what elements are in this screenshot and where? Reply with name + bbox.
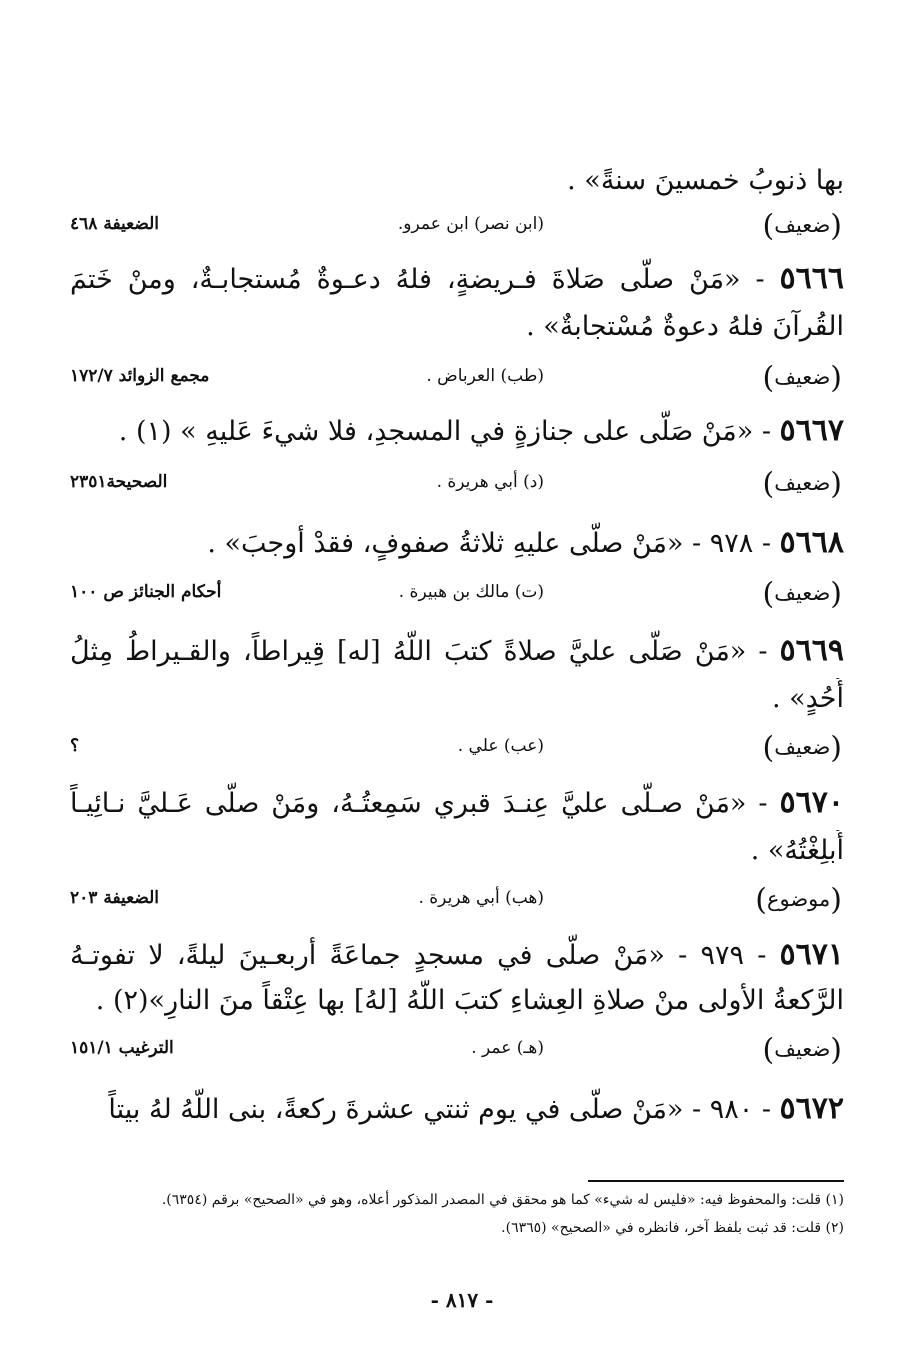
grade-label: (ضعيف) (762, 208, 842, 244)
hadith-number: ٥٦٧٢ (779, 1091, 844, 1126)
grade-label: (ضعيف) (762, 730, 842, 766)
source-line (70, 882, 844, 918)
hadith-text-line: ٥٦٦٧ - «مَنْ صَلّى على جنازةٍ في المسجدِ، فلا شيءَ عَليهِ » (١) . (118, 413, 844, 448)
cross-reference: ؟ (70, 736, 80, 756)
footnote-divider (588, 1180, 844, 1182)
cross-reference: الترغيب ١٥١/١ (70, 1038, 174, 1058)
source-line (70, 466, 844, 502)
hadith-number: ٥٦٦٩ (779, 633, 844, 668)
hadith-text-line: أُحُدٍ» . (771, 683, 844, 714)
cross-reference: أحكام الجنائز ص ١٠٠ (70, 582, 222, 602)
narrator-reference: (هـ) عمر . (471, 1038, 544, 1058)
hadith-text-line: ٥٦٧٠ - «مَنْ صـلّى عليَّ عِنـدَ قبري سَمِعتُـهُ، ومَنْ صلّى عَـليَّ نـائِيـاً (70, 785, 844, 820)
grade-label: (ضعيف) (762, 360, 842, 396)
page-number: - ٨١٧ - (430, 1288, 494, 1312)
cross-reference: الصحيحة٢٣٥١ (70, 472, 168, 492)
source-line (70, 576, 844, 612)
cross-reference: مجمع الزوائد ١٧٢/٧ (70, 366, 210, 386)
hadith-text-line: القُرآنَ فلهُ دعوةٌ مُسْتجابةٌ» . (526, 311, 844, 342)
grade-label: (ضعيف) (762, 1032, 842, 1068)
source-line (70, 208, 844, 244)
hadith-text-line: أُبلِغْتُهُ» . (750, 835, 844, 866)
hadith-text-line: بها ذنوبُ خمسينَ سنةً» . (567, 165, 844, 196)
hadith-number: ٥٦٦٦ (779, 261, 844, 296)
hadith-text-line: ٥٦٦٨ - ٩٧٨ - «مَنْ صلّى عليهِ ثلاثةُ صفوفٍ، فقدْ أوجبَ» . (207, 525, 844, 560)
narrator-reference: (هب) أبي هريرة . (418, 888, 544, 908)
footnote: (٢) قلت: قد ثبت بلفظ آخر، فانظره في «الصحيح» (٦٣٦٥). (501, 1220, 844, 1236)
cross-reference: الضعيفة ٤٦٨ (70, 214, 160, 234)
narrator-reference: (ت) مالك بن هبيرة . (398, 582, 544, 602)
hadith-text-line: ٥٦٦٩ - «مَنْ صَلّى عليَّ صلاةً كتبَ اللّهُ [له] قِيراطاً، والقـيراطُ مِثلُ (70, 633, 844, 668)
hadith-number: ٥٦٧٠ (779, 785, 844, 820)
cross-reference: الضعيفة ٢٠٣ (70, 888, 160, 908)
hadith-number: ٥٦٦٨ (779, 525, 844, 560)
hadith-text-line: ٥٦٦٦ - «مَنْ صلّى صَلاةَ فـريضةٍ، فلهُ دعـوةٌ مُستجابـةٌ، ومنْ خَتمَ (70, 261, 844, 296)
grade-label: (موضوع) (755, 882, 842, 918)
hadith-text-line: ٥٦٧٢ - ٩٨٠ - «مَنْ صلّى في يوم ثنتي عشرةَ ركعةً، بنى اللّهُ لهُ بيتاً (108, 1091, 844, 1126)
hadith-number: ٥٦٧١ (779, 937, 844, 972)
grade-label: (ضعيف) (762, 466, 842, 502)
hadith-number: ٥٦٦٧ (779, 413, 844, 448)
narrator-reference: (طب) العرباض . (426, 366, 544, 386)
source-line (70, 730, 844, 766)
narrator-reference: (ابن نصر) ابن عمرو. (397, 214, 544, 234)
source-line (70, 360, 844, 396)
narrator-reference: (عب) علي . (457, 736, 544, 756)
source-line (70, 1032, 844, 1068)
narrator-reference: (د) أبي هريرة . (436, 472, 544, 492)
grade-label: (ضعيف) (762, 576, 842, 612)
hadith-text-line: الرَّكعةُ الأولى منْ صلاةِ العِشاءِ كتبَ اللّهُ [لهُ] بها عِتْقاً منَ النارِ»(٢) . (95, 985, 844, 1016)
hadith-text-line: ٥٦٧١ - ٩٧٩ - «مَنْ صلّى في مسجدٍ جماعَةً أربعـينَ ليلةً، لا تفوتـهُ (70, 937, 844, 972)
footnote: (١) قلت: والمحفوظ فيه: «فليس له شيء» كما هو محقق في المصدر المذكور أعلاه، وهو في «الصحيح» برقم (٦٣٥٤). (161, 1192, 844, 1208)
